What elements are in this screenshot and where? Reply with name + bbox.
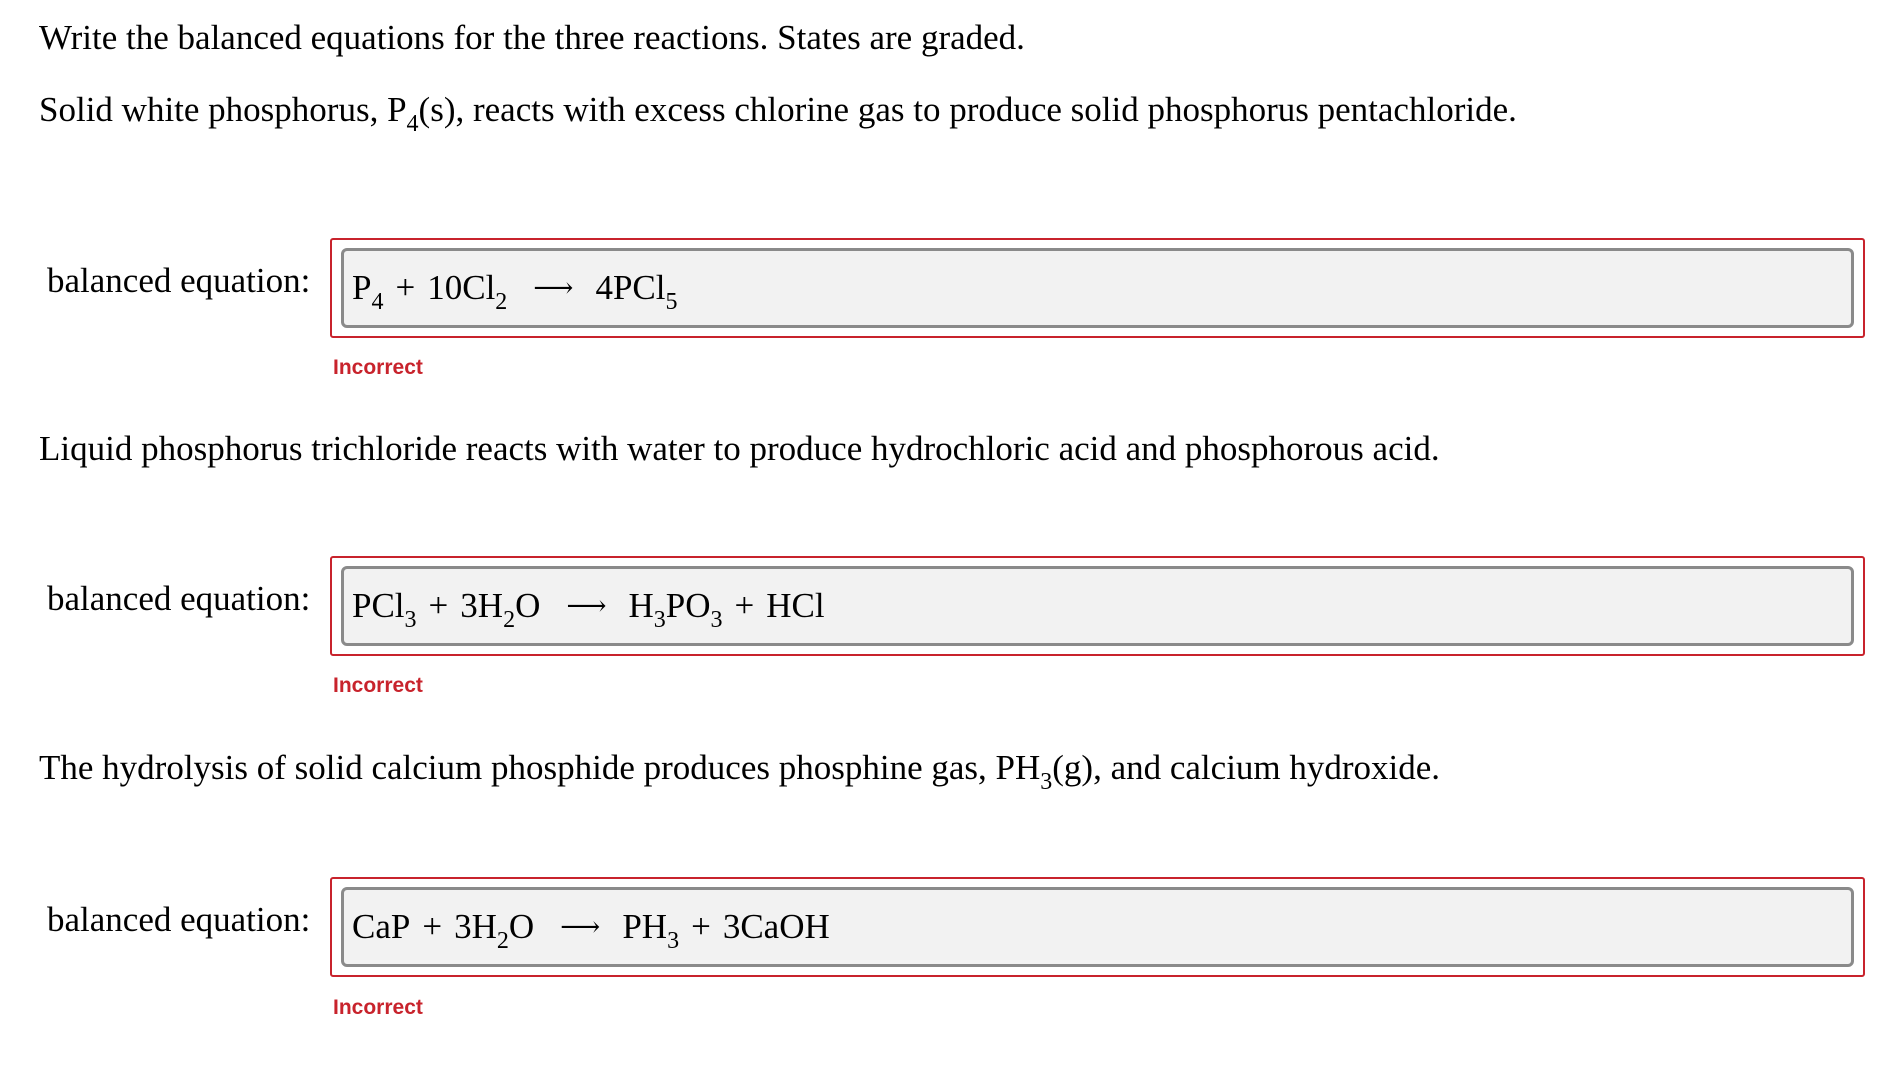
formula-term: 3H bbox=[460, 586, 504, 625]
plus-sign: + bbox=[428, 586, 449, 625]
formula-term: O bbox=[515, 586, 541, 625]
formula-term: PCl bbox=[352, 586, 405, 625]
question-2-prompt-text: Liquid phosphorus trichloride reacts with water to produce hydrochloric acid and phosphorous acid. bbox=[39, 429, 1440, 468]
question-3-prompt-text-end: (g), and calcium hydroxide. bbox=[1052, 748, 1441, 787]
plus-sign: + bbox=[395, 268, 416, 307]
formula-subscript: 5 bbox=[665, 289, 678, 315]
formula-subscript: 3 bbox=[667, 928, 680, 954]
equation-input-1[interactable] bbox=[341, 248, 1854, 328]
feedback-incorrect-3: Incorrect bbox=[333, 996, 423, 1019]
formula-term: 3CaOH bbox=[722, 907, 830, 946]
balanced-equation-label-2: balanced equation: bbox=[47, 579, 311, 618]
answer-box-2 bbox=[330, 556, 1865, 656]
plus-sign: + bbox=[734, 586, 755, 625]
formula-subscript: 3 bbox=[710, 607, 723, 633]
question-1-prompt-text: Solid white phosphorus, P bbox=[39, 90, 407, 129]
reaction-arrow-icon: ⟶ bbox=[560, 912, 601, 943]
balanced-equation-label-1: balanced equation: bbox=[47, 261, 311, 300]
formula-term: PH bbox=[622, 907, 668, 946]
formula-term: 10Cl bbox=[427, 268, 496, 307]
formula-subscript: 4 bbox=[371, 289, 384, 315]
feedback-incorrect-2: Incorrect bbox=[333, 674, 423, 697]
reaction-arrow-icon: ⟶ bbox=[566, 591, 607, 622]
feedback-incorrect-1: Incorrect bbox=[333, 356, 423, 379]
formula-term: HCl bbox=[766, 586, 825, 625]
equation-input-3[interactable] bbox=[341, 887, 1854, 967]
instructions: Write the balanced equations for the three reactions. States are graded. bbox=[39, 18, 1025, 57]
question-1-prompt-subscript: 4 bbox=[406, 111, 419, 137]
answer-box-3 bbox=[330, 877, 1865, 977]
formula-subscript: 2 bbox=[503, 607, 516, 633]
formula-term: O bbox=[508, 907, 535, 946]
formula-term: 3H bbox=[454, 907, 497, 946]
formula-subscript: 2 bbox=[496, 928, 509, 954]
formula-term: PO bbox=[665, 586, 711, 625]
balanced-equation-label-3: balanced equation: bbox=[47, 900, 311, 939]
question-3-prompt bbox=[39, 747, 1440, 793]
formula-subscript: 2 bbox=[495, 289, 508, 315]
formula-term: H bbox=[628, 586, 654, 625]
question-3-prompt-text: The hydrolysis of solid calcium phosphide produces phosphine gas, PH bbox=[39, 748, 1041, 787]
formula-term: 4PCl bbox=[595, 268, 666, 307]
question-2-prompt bbox=[39, 428, 1440, 470]
question-1-prompt bbox=[39, 89, 1517, 135]
formula-subscript: 3 bbox=[404, 607, 417, 633]
plus-sign: + bbox=[691, 907, 711, 946]
reaction-arrow-icon: ⟶ bbox=[533, 273, 574, 304]
formula-term: CaP bbox=[352, 907, 411, 946]
formula-subscript: 3 bbox=[653, 607, 666, 633]
formula-term: P bbox=[352, 268, 372, 307]
question-1-prompt-text-end: (s), reacts with excess chlorine gas to produce solid phosphorus pentachloride. bbox=[418, 90, 1517, 129]
question-3-prompt-subscript: 3 bbox=[1040, 769, 1053, 795]
plus-sign: + bbox=[422, 907, 443, 946]
answer-box-1 bbox=[330, 238, 1865, 338]
equation-input-2[interactable] bbox=[341, 566, 1854, 646]
